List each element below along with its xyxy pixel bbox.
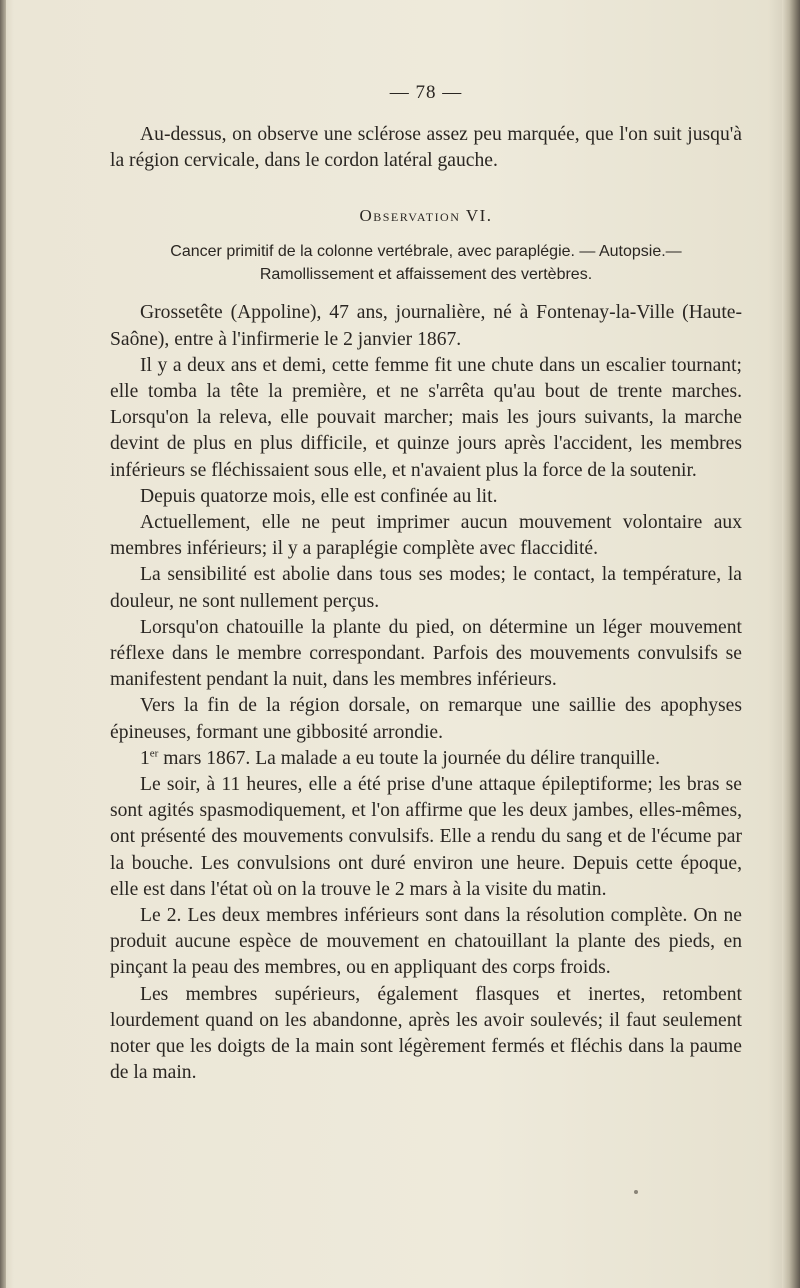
march-first-text: mars 1867. La malade a eu toute la journée du délire tranquille. bbox=[158, 747, 660, 769]
paragraph-epileptiform-attack: Le soir, à 11 heures, elle a été prise d'une attaque épileptiforme; les bras se sont agités spasmodiquement, et l'on affirme que les deux jambes, elles-mêmes, ont présenté des mouvements convulsifs. Elle a rendu du sang et de l'écume par la bouche. Les convulsions ont duré environ une heure. Depuis cette époque, elle est dans l'état où on la trouve le 2 mars à la visite du matin. bbox=[110, 774, 742, 900]
paragraph-march-second: Le 2. Les deux membres inférieurs sont dans la résolution complète. On ne produit aucune espèce de mouvement en chatouillant la plante des pieds, en pinçant la peau des membres, ou en appliquant des corps froids. bbox=[110, 905, 742, 979]
paragraph-reflex: Lorsqu'on chatouille la plante du pied, on détermine un léger mouvement réflexe dans le membre correspondant. Parfois des mouvements convulsifs se manifestent pendant la nuit, dans les membres inférieurs. bbox=[110, 616, 742, 691]
paragraph-patient-identity: Grossetête (Appoline), 47 ans, journalière, né à Fontenay-la-Ville (Haute-Saône), entre à l'infirmerie le 2 janvier 1867. bbox=[110, 302, 742, 350]
page-spine-shadow bbox=[0, 0, 6, 1288]
intro-paragraph: Au-dessus, on observe une sclérose assez peu marquée, que l'on suit jusqu'à la région cervicale, dans le cordon latéral gauche. bbox=[110, 124, 742, 172]
page-content bbox=[110, 82, 742, 1087]
page-edge-shadow bbox=[782, 0, 800, 1288]
paragraph-history: Il y a deux ans et demi, cette femme fit une chute dans un escalier tournant; elle tomba la tête la première, et ne s'arrêta qu'au bout de trente marches. Lorsqu'on la releva, elle pouvait marcher; mais les jours suivants, la marche devint de plus en plus difficile, et quinze jours après l'accident, les membres inférieurs se fléchissaient sous elle, et n'avaient plus la force de la soutenir. bbox=[110, 354, 742, 481]
paragraph-upper-limbs: Les membres supérieurs, également flasques et inertes, retombent lourdement quand on les abandonne, après les avoir soulevés; il faut seulement noter que les doigts de la main sont légèrement fermés et fléchis dans la paume de la main. bbox=[110, 983, 742, 1084]
summary-line-1: Cancer primitif de la colonne vertébrale, avec paraplégie. — Autopsie.— bbox=[170, 243, 682, 261]
paragraph-gibbosity: Vers la fin de la région dorsale, on remarque une saillie des apophyses épineuses, formant une gibbosité arrondie. bbox=[110, 695, 742, 743]
date-ordinal: er bbox=[149, 747, 159, 760]
paragraph-march-first bbox=[110, 746, 742, 772]
summary-line-2: Ramollissement et affaissement des vertèbres. bbox=[259, 266, 593, 284]
observation-summary bbox=[110, 240, 742, 286]
paragraph-sensibility: La sensibilité est abolie dans tous ses modes; le contact, la température, la douleur, ne sont nullement perçus. bbox=[110, 564, 742, 612]
observation-heading: Observation VI. bbox=[359, 206, 493, 226]
date-day: 1 bbox=[140, 747, 150, 769]
paragraph-bedridden: Depuis quatorze mois, elle est confinée au lit. bbox=[140, 485, 498, 507]
page-number: — 78 — bbox=[389, 82, 463, 103]
paragraph-paraplegia: Actuellement, elle ne peut imprimer aucun mouvement volontaire aux membres inférieurs; il y a paraplégie complète avec flaccidité. bbox=[110, 512, 742, 560]
print-speck bbox=[634, 1190, 638, 1194]
